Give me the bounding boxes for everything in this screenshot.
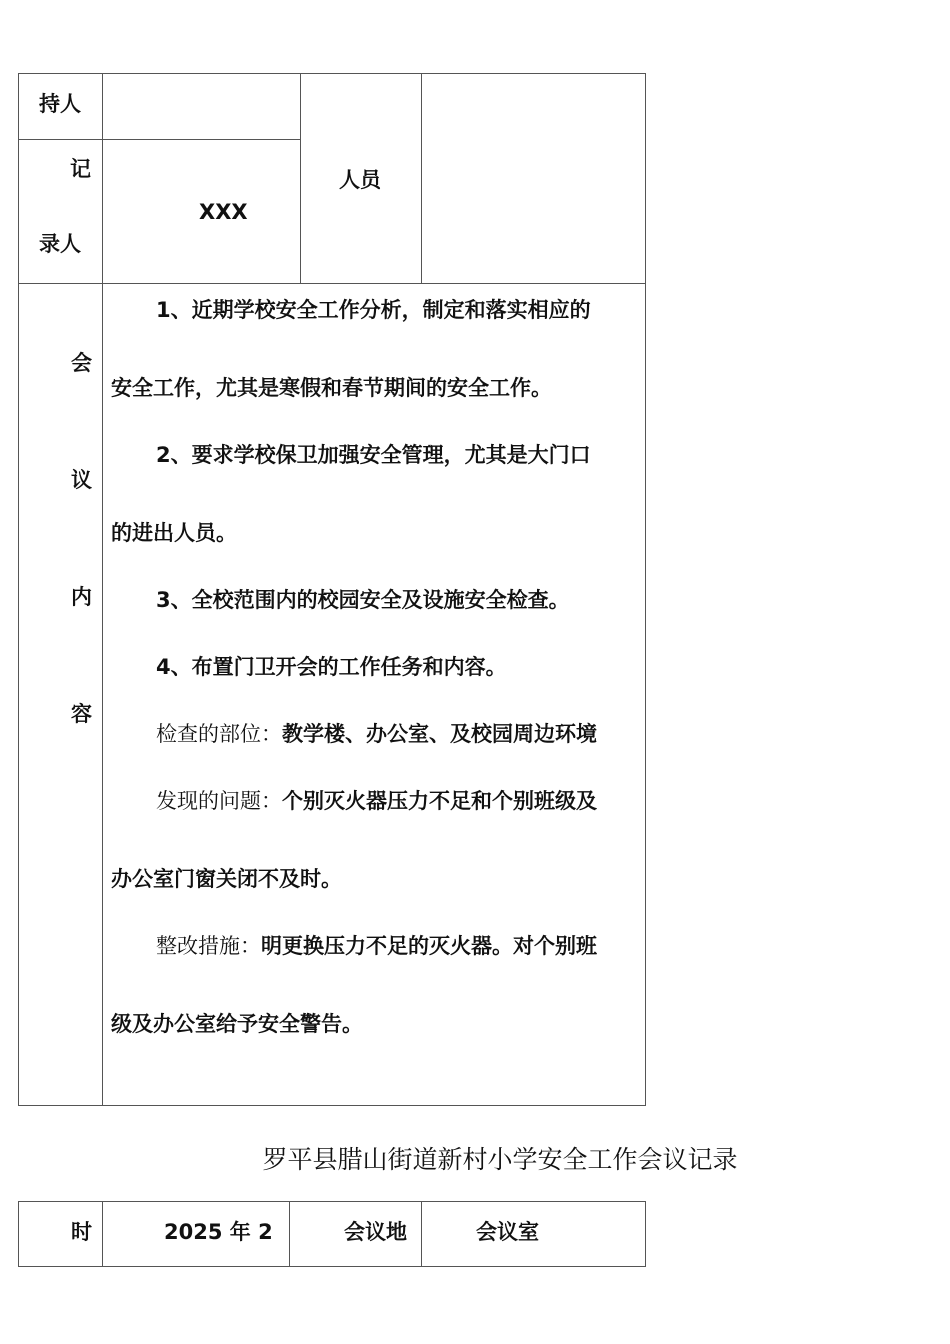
content-label-cell [19, 284, 103, 1106]
item-3: 3、全校范围内的校园安全及设施安全检查。 [156, 588, 570, 612]
time-value: 2025 年 2 [164, 1220, 273, 1244]
measures-value-line1: 明更换压力不足的灭火器。对个别班 [261, 934, 597, 958]
attendees-label-cell [301, 74, 422, 284]
inspect-line [111, 718, 645, 751]
place-label: 会议地 [344, 1220, 407, 1244]
problems-value-line1: 个别灭火器压力不足和个别班级及 [282, 789, 597, 813]
item-1-line2: 安全工作，尤其是寒假和春节期间的安全工作。 [111, 376, 552, 400]
content-label-char-1: 会 [71, 351, 92, 375]
meeting-record-table [18, 73, 646, 1106]
time-label-cell [19, 1202, 103, 1267]
item-2-line1: 2、要求学校保卫加强安全管理，尤其是大门口 [156, 443, 591, 467]
recorder-value: XXX [199, 199, 248, 224]
host-label-cell [19, 74, 103, 140]
attendees-value-cell [422, 74, 646, 284]
place-value-cell [422, 1202, 646, 1267]
problems-label: 发现的问题： [156, 789, 282, 813]
recorder-label-line2: 录人 [39, 232, 81, 256]
measures-value-line2: 级及办公室给予安全警告。 [111, 1012, 363, 1036]
item-1-line1: 1、近期学校安全工作分析，制定和落实相应的 [156, 298, 591, 322]
problems-line1 [111, 785, 645, 818]
recorder-value-cell [103, 140, 301, 284]
item-2-line2: 的进出人员。 [111, 521, 237, 545]
measures-label: 整改措施： [156, 934, 261, 958]
place-value: 会议室 [476, 1220, 539, 1244]
content-label-char-3: 内 [71, 585, 92, 609]
host-label: 持人 [39, 92, 81, 116]
inspect-label: 检查的部位： [156, 722, 282, 746]
content-label-char-2: 议 [71, 468, 92, 492]
meeting-content [103, 284, 645, 1041]
item-4: 4、布置门卫开会的工作任务和内容。 [156, 655, 507, 679]
document-title: 罗平县腊山街道新村小学安全工作会议记录 [262, 1145, 738, 1174]
content-label-char-4: 容 [71, 702, 92, 726]
meeting-info-table [18, 1201, 646, 1267]
place-label-cell [290, 1202, 422, 1267]
problems-value-line2: 办公室门窗关闭不及时。 [111, 867, 342, 891]
inspect-value: 教学楼、办公室、及校园周边环境 [282, 722, 597, 746]
time-value-cell [103, 1202, 290, 1267]
recorder-label-cell [19, 140, 103, 284]
attendees-label: 人员 [339, 167, 381, 192]
content-value-cell [103, 284, 646, 1106]
time-label: 时 [71, 1220, 92, 1244]
host-value-cell [103, 74, 301, 140]
measures-line1 [111, 930, 645, 963]
recorder-label-line1: 记 [70, 157, 91, 181]
